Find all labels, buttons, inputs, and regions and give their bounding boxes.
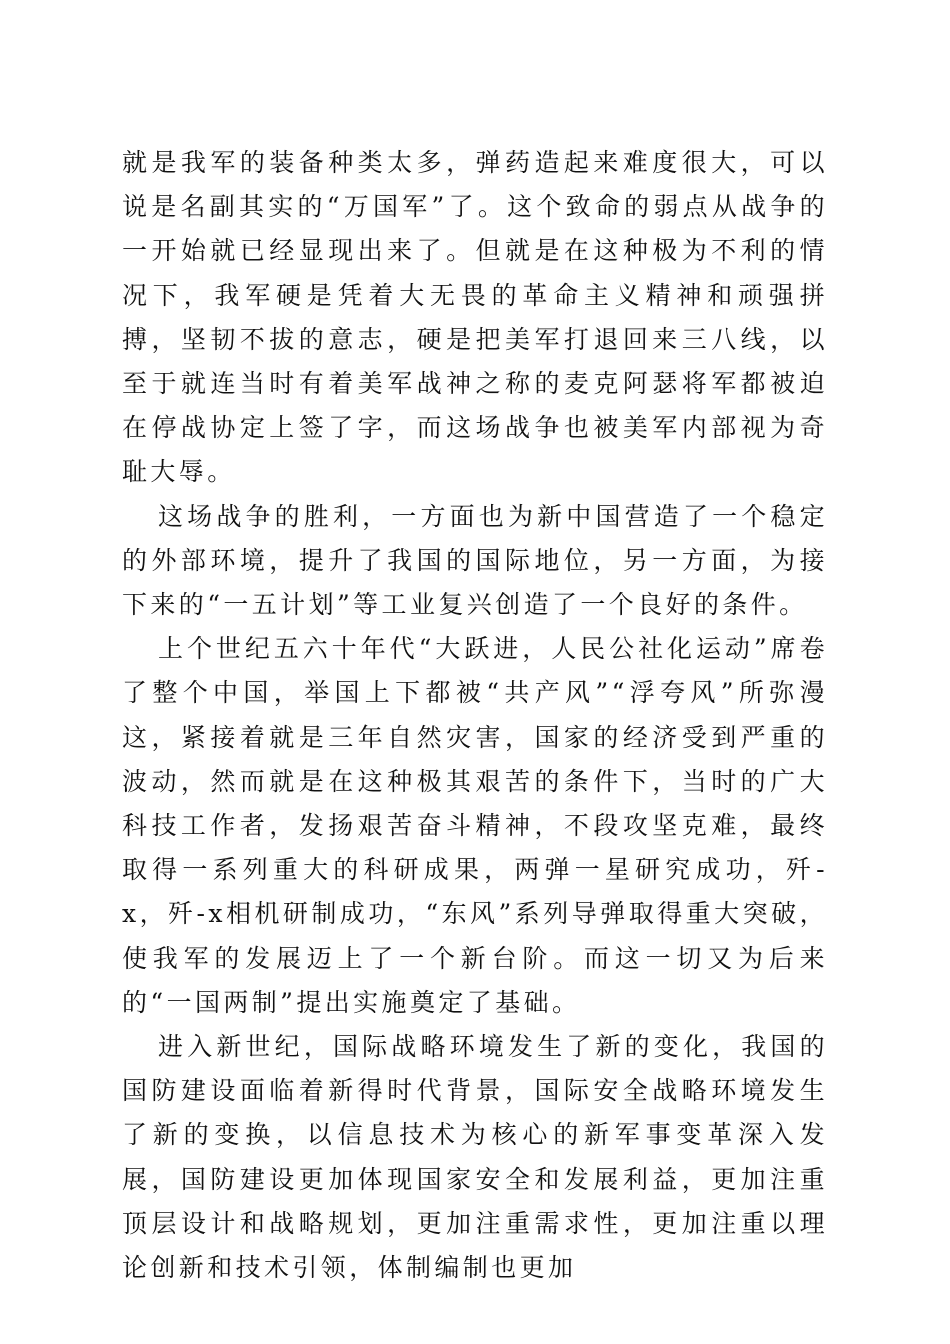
paragraph-3: 上个世纪五六十年代“大跃进，人民公社化运动”席卷了整个中国，举国上下都被“共产风”“浮夸风”所弥漫这，紧接着就是三年自然灾害，国家的经济受到严重的波动，然而就是在这种极其艰苦的条件下，当时的广大科技工作者，发扬艰苦奋斗精神，不段攻坚克难，最终取得一系列重大的科研成果，两弹一星研究成功，歼-x，歼-x相机研制成功，“东风”系列导弹取得重大突破，使我军的发展迈上了一个新台阶。而这一切又为后来的“一国两制”提出实施奠定了基础。 [122,634,828,1017]
paragraph-2: 这场战争的胜利，一方面也为新中国营造了一个稳定的外部环境，提升了我国的国际地位，另一方面，为接下来的“一五计划”等工业复兴创造了一个良好的条件。 [122,501,828,620]
body-text [122,141,828,1290]
paragraph-4: 进入新世纪，国际战略环境发生了新的变化，我国的国防建设面临着新得时代背景，国际安全战略环境发生了新的变换，以信息技术为核心的新军事变革深入发展，国防建设更加体现国家安全和发展利益，更加注重顶层设计和战略规划，更加注重需求性，更加注重以理论创新和技术引领，体制编制也更加 [122,1032,828,1283]
paragraph-1: 就是我军的装备种类太多，弹药造起来难度很大，可以说是名副其实的“万国军”了。这个致命的弱点从战争的一开始就已经显现出来了。但就是在这种极为不利的情况下，我军硬是凭着大无畏的革命主义精神和顽强拼搏，坚韧不拔的意志，硬是把美军打退回来三八线，以至于就连当时有着美军战神之称的麦克阿瑟将军都被迫在停战协定上签了字，而这场战争也被美军内部视为奇耻大辱。 [122,148,828,487]
